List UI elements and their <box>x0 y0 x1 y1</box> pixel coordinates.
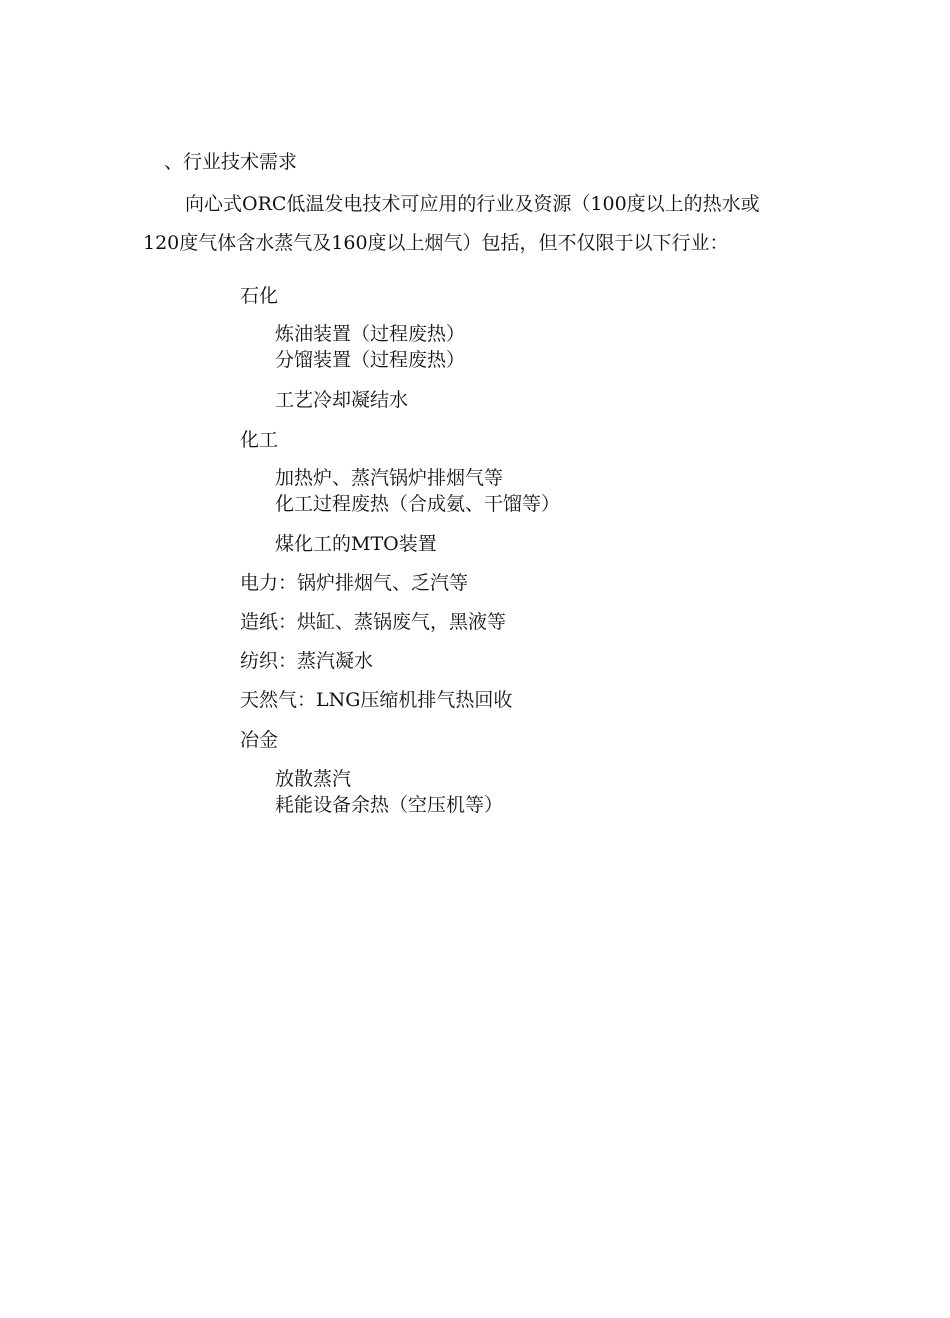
list-item: 化工过程废热（合成氨、干馏等） <box>275 493 561 515</box>
industry-metallurgy: 冶金 <box>240 729 279 751</box>
intro-line-1: 向心式ORC低温发电技术可应用的行业及资源（100度以上的热水或 <box>185 193 760 215</box>
list-item: 煤化工的MTO装置 <box>275 533 437 555</box>
list-item: 工艺冷却凝结水 <box>275 389 409 411</box>
list-item: 分馏装置（过程废热） <box>275 349 466 371</box>
industry-chemical: 化工 <box>240 429 279 451</box>
list-item: 耗能设备余热（空压机等） <box>275 794 504 816</box>
list-item: 放散蒸汽 <box>275 768 352 790</box>
intro-line-2: 120度气体含水蒸气及160度以上烟气）包括，但不仅限于以下行业： <box>143 232 729 254</box>
industry-gas: 天然气：LNG压缩机排气热回收 <box>240 689 513 711</box>
list-item: 加热炉、蒸汽锅炉排烟气等 <box>275 467 504 489</box>
section-heading: 、行业技术需求 <box>164 151 298 173</box>
industry-textile: 纺织：蒸汽凝水 <box>240 650 374 672</box>
list-item: 炼油装置（过程废热） <box>275 323 466 345</box>
industry-power: 电力：锅炉排烟气、乏汽等 <box>240 572 469 594</box>
industry-petrochem: 石化 <box>240 285 279 307</box>
industry-paper: 造纸：烘缸、蒸锅废气，黑液等 <box>240 611 507 633</box>
